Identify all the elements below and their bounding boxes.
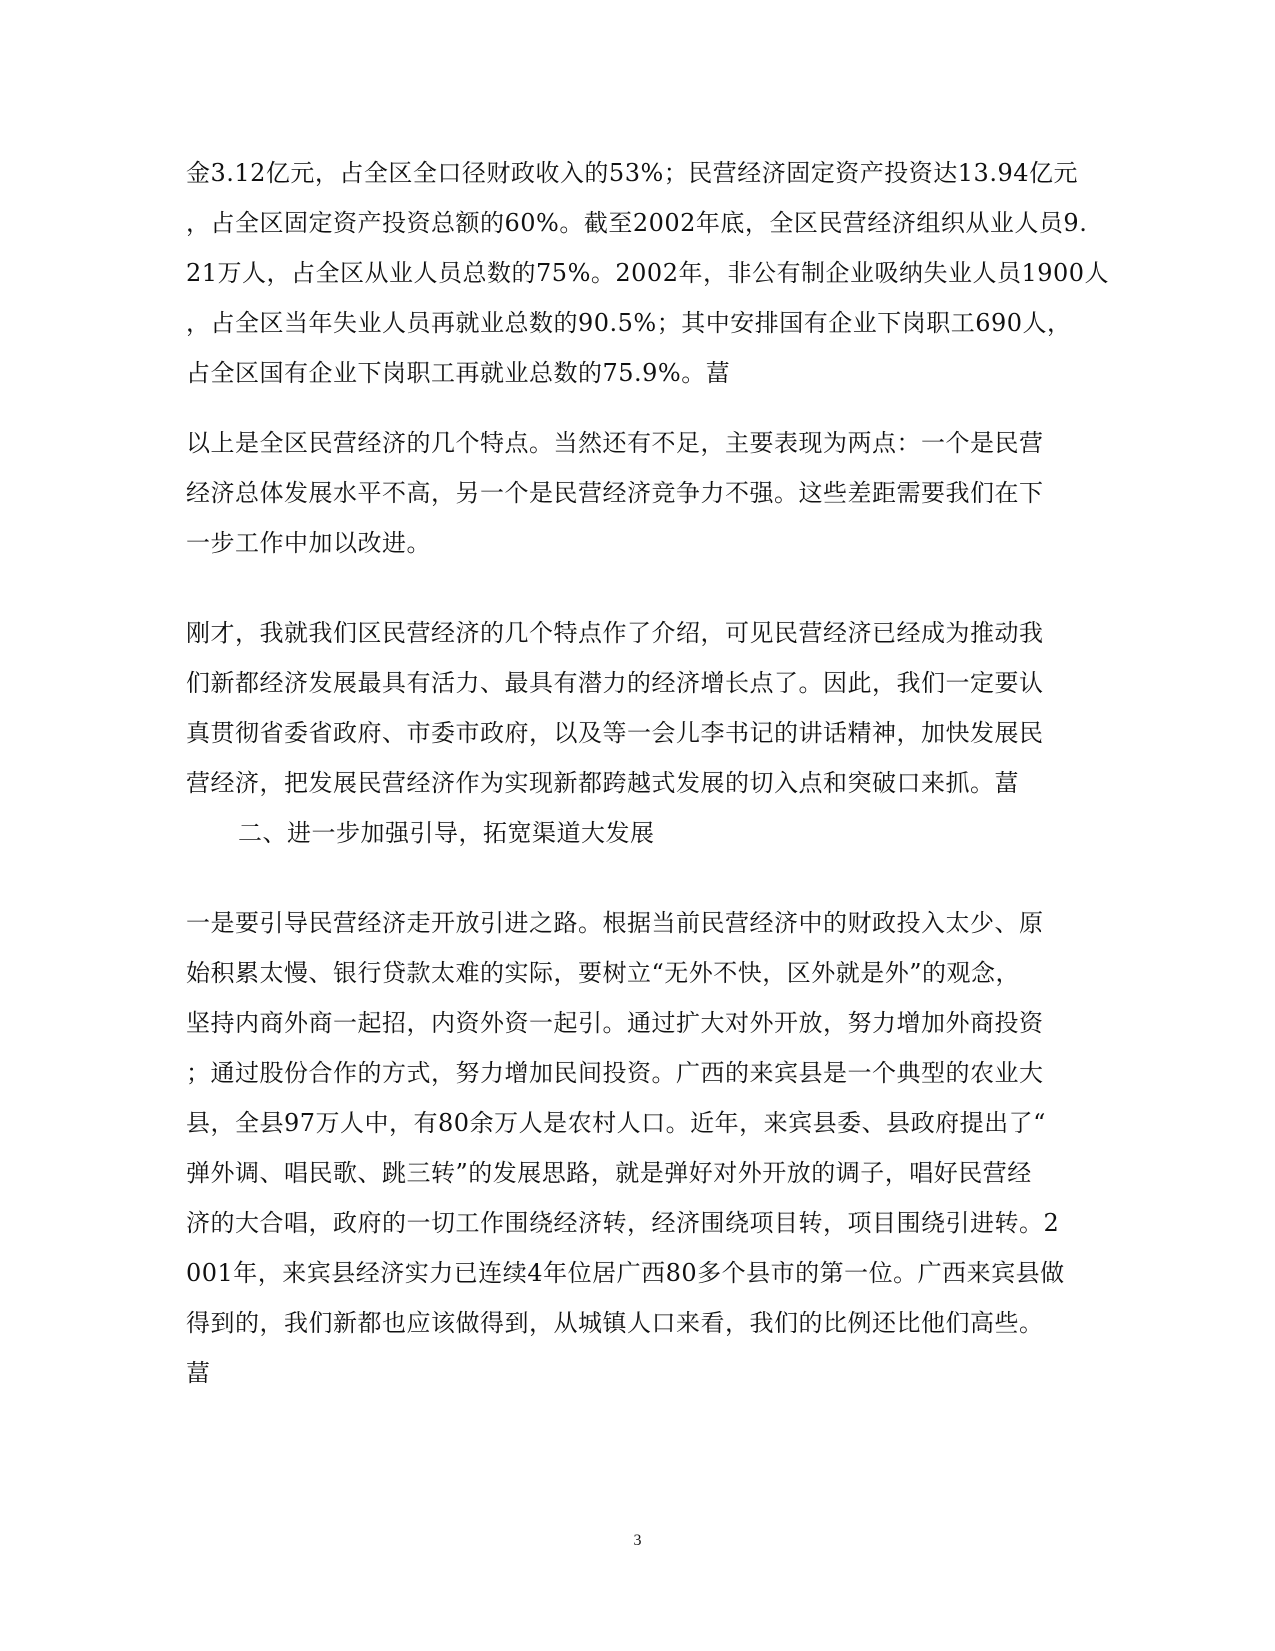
paragraph-line: 坚持内商外商一起招，内资外资一起引。通过扩大对外开放，努力增加外商投资 (186, 1009, 1044, 1037)
paragraph-line: 葍 (186, 1359, 211, 1387)
paragraph-line: 们新都经济发展最具有活力、最具有潜力的经济增长点了。因此，我们一定要认 (186, 669, 1044, 697)
paragraph-line: 以上是全区民营经济的几个特点。当然还有不足，主要表现为两点：一个是民营 (186, 429, 1044, 457)
paragraph-line: 金3.12亿元，占全区全口径财政收入的53%；民营经济固定资产投资达13.94亿元 (186, 159, 1078, 187)
paragraph-4 (186, 898, 1086, 1398)
paragraph-line: 得到的，我们新都也应该做得到，从城镇人口来看，我们的比例还比他们高些。 (186, 1309, 1044, 1337)
paragraph-line: 21万人，占全区从业人员总数的75%。2002年，非公有制企业吸纳失业人员1900人 (186, 259, 1110, 287)
section-heading-block (186, 808, 1086, 858)
paragraph-line: 一步工作中加以改进。 (186, 529, 431, 557)
paragraph-1 (186, 148, 1110, 398)
paragraph-line: 营经济，把发展民营经济作为实现新都跨越式发展的切入点和突破口来抓。葍 (186, 769, 1019, 797)
paragraph-line: 刚才，我就我们区民营经济的几个特点作了介绍，可见民营经济已经成为推动我 (186, 619, 1044, 647)
paragraph-line: ，占全区当年失业人员再就业总数的90.5%；其中安排国有企业下岗职工690人， (186, 309, 1072, 337)
paragraph-line: ，占全区固定资产投资总额的60%。截至2002年底，全区民营经济组织从业人员9. (186, 209, 1088, 237)
paragraph-line: 真贯彻省委省政府、市委市政府，以及等一会儿李书记的讲话精神，加快发展民 (186, 719, 1044, 747)
paragraph-line: 经济总体发展水平不高，另一个是民营经济竞争力不强。这些差距需要我们在下 (186, 479, 1044, 507)
paragraph-3 (186, 608, 1086, 808)
section-heading: 二、进一步加强引导，拓宽渠道大发展 (238, 819, 655, 847)
paragraph-line: 济的大合唱，政府的一切工作围绕经济转，经济围绕项目转，项目围绕引进转。2 (186, 1209, 1060, 1237)
paragraph-2 (186, 418, 1086, 568)
paragraph-line: ；通过股份合作的方式，努力增加民间投资。广西的来宾县是一个典型的农业大 (186, 1059, 1044, 1087)
paragraph-line: 县，全县97万人中，有80余万人是农村人口。近年，来宾县委、县政府提出了“ (186, 1109, 1046, 1137)
paragraph-line: 占全区国有企业下岗职工再就业总数的75.9%。葍 (186, 359, 731, 387)
paragraph-line: 始积累太慢、银行贷款太难的实际，要树立“无外不快，区外就是外”的观念， (186, 959, 1021, 987)
paragraph-line: 001年，来宾县经济实力已连续4年位居广西80多个县市的第一位。广西来宾县做 (186, 1259, 1065, 1287)
paragraph-line: 弹外调、唱民歌、跳三转”的发展思路，就是弹好对外开放的调子，唱好民营经 (186, 1159, 1032, 1187)
page-number: 3 (633, 1532, 642, 1549)
paragraph-line: 一是要引导民营经济走开放引进之路。根据当前民营经济中的财政投入太少、原 (186, 909, 1044, 937)
